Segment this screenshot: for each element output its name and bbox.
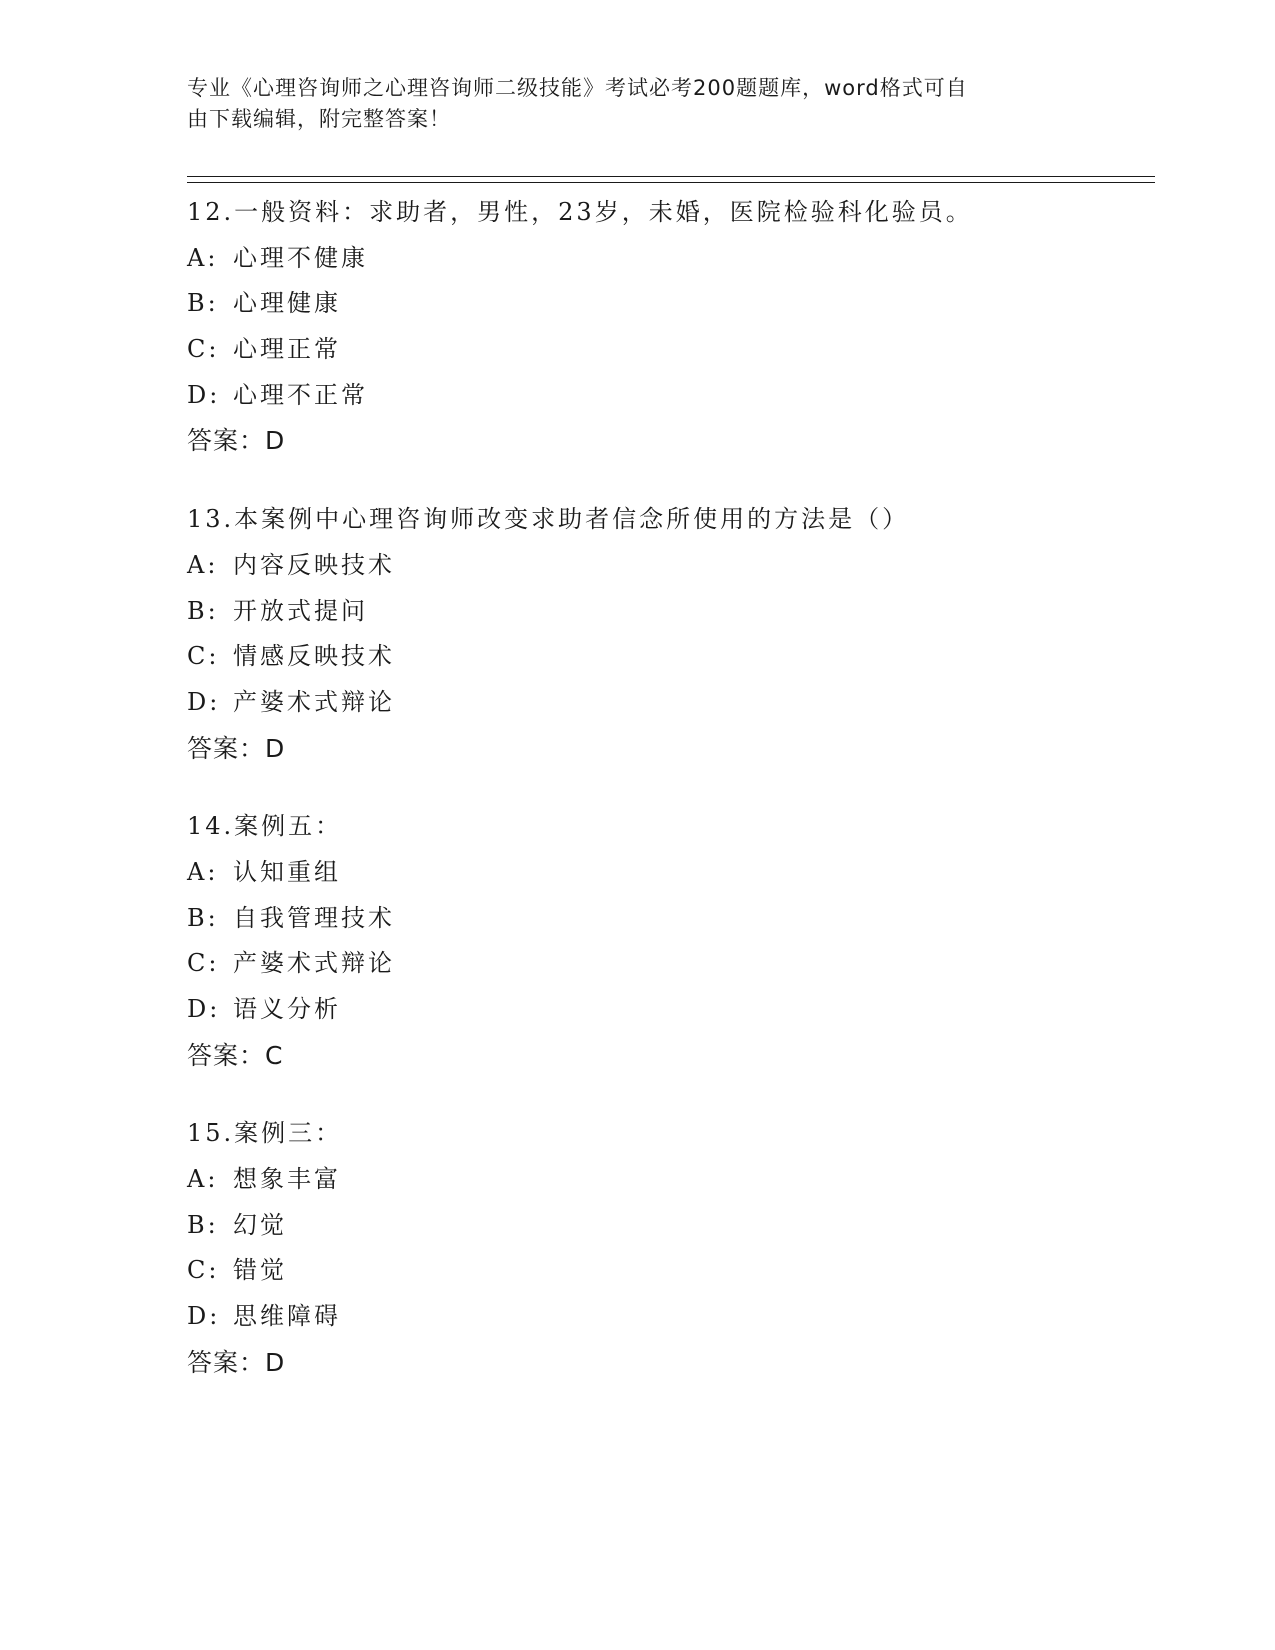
option-c: [187, 327, 1147, 373]
question-13: [187, 497, 1147, 771]
option-text: 开放式提问: [233, 596, 368, 625]
option-d: [187, 1294, 1147, 1340]
option-b: [187, 281, 1147, 327]
option-d: [187, 680, 1147, 726]
option-key: C:: [187, 1256, 220, 1285]
option-key: A:: [187, 1165, 219, 1194]
option-key: B:: [187, 289, 219, 318]
option-key: B:: [187, 1210, 219, 1239]
option-key: D:: [187, 995, 221, 1023]
question-stem: 12.一般资料：求助者，男性，23岁，未婚，医院检验科化验员。: [187, 198, 973, 226]
option-key: B:: [187, 903, 219, 932]
answer-line: 答案：C: [187, 1040, 284, 1070]
option-b: [187, 589, 1147, 635]
option-key: D:: [187, 687, 221, 716]
option-a: [187, 236, 1147, 282]
header-divider-bottom: [187, 182, 1155, 183]
option-key: A:: [187, 857, 219, 886]
option-key: D:: [187, 1302, 221, 1331]
option-text: 想象丰富: [233, 1165, 341, 1194]
header-line-1: 专业《心理咨询师之心理咨询师二级技能》考试必考200题题库，word格式可自: [187, 76, 968, 100]
option-text: 思维障碍: [233, 1302, 341, 1331]
option-b: [187, 1203, 1147, 1249]
answer-line: 答案：D: [187, 426, 286, 456]
header-divider-top: [187, 176, 1155, 177]
question-stem: 13.本案例中心理咨询师改变求助者信念所使用的方法是（）: [187, 505, 910, 534]
option-key: B:: [187, 596, 219, 625]
header-line-2: 由下载编辑，附完整答案！: [187, 107, 451, 131]
option-text: 错觉: [233, 1256, 287, 1285]
option-text: 产婆术式辩论: [233, 949, 395, 978]
option-text: 产婆术式辩论: [233, 687, 395, 716]
question-list: [187, 190, 1147, 1419]
option-key: A:: [187, 550, 219, 579]
option-d: [187, 987, 1147, 1033]
option-text: 心理不正常: [233, 380, 368, 409]
option-text: 自我管理技术: [233, 903, 395, 932]
option-text: 内容反映技术: [233, 550, 395, 579]
option-a: [187, 1157, 1147, 1203]
option-b: [187, 896, 1147, 942]
question-stem: 15.案例三：: [187, 1119, 343, 1148]
option-d: [187, 373, 1147, 419]
question-12: [187, 190, 1147, 464]
option-text: 心理不健康: [233, 243, 368, 272]
option-key: C:: [187, 642, 220, 671]
question-stem: 14.案例五：: [187, 812, 343, 841]
option-text: 认知重组: [233, 857, 341, 886]
option-key: A:: [187, 243, 219, 272]
option-text: 心理健康: [233, 289, 341, 318]
question-14: [187, 804, 1147, 1078]
option-a: [187, 543, 1147, 589]
option-text: 幻觉: [233, 1210, 287, 1239]
option-text: 情感反映技术: [233, 642, 395, 671]
option-text: 心理正常: [233, 335, 341, 364]
option-a: [187, 850, 1147, 896]
option-key: D:: [187, 380, 221, 409]
option-c: [187, 1248, 1147, 1294]
option-key: C:: [187, 335, 220, 364]
option-key: C:: [187, 949, 220, 978]
document-header: [187, 73, 1067, 135]
option-c: [187, 634, 1147, 680]
answer-line: 答案：D: [187, 1347, 286, 1377]
answer-line: 答案：D: [187, 733, 286, 763]
option-text: 语义分析: [233, 995, 341, 1023]
question-15: [187, 1111, 1147, 1385]
option-c: [187, 941, 1147, 987]
